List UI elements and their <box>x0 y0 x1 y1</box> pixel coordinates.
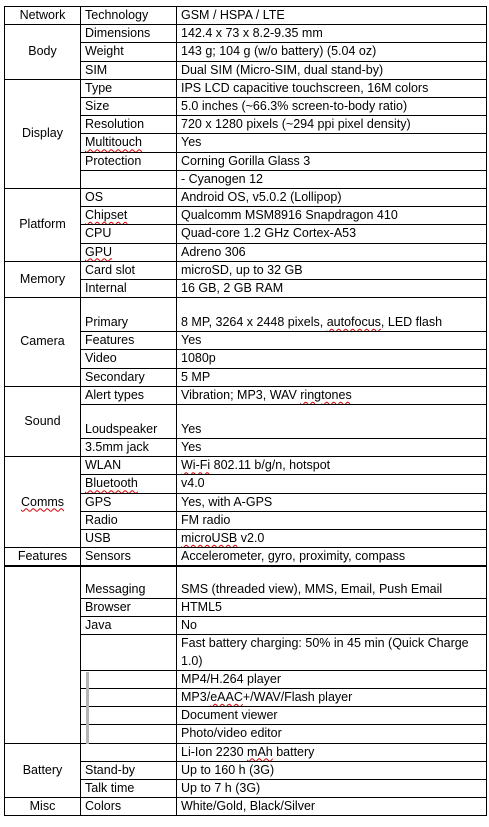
spec-label <box>81 670 177 688</box>
spec-value: 5.0 inches (~66.3% screen-to-body ratio) <box>177 98 487 116</box>
spec-label <box>81 170 177 188</box>
spec-value: Vibration; MP3, WAV ringtones <box>177 386 487 404</box>
category-network: Network <box>5 7 81 25</box>
spec-label: USB <box>81 530 177 548</box>
spec-value: Yes <box>177 134 487 152</box>
category-battery: Battery <box>5 743 81 798</box>
spec-label: Chipset <box>81 207 177 225</box>
spec-label: GPS <box>81 493 177 511</box>
spec-label: Alert types <box>81 386 177 404</box>
spec-value: No <box>177 617 487 635</box>
spec-label: Colors <box>81 798 177 816</box>
spec-value: microUSB v2.0 <box>177 530 487 548</box>
spec-label <box>81 743 177 761</box>
table-row <box>5 261 487 279</box>
spec-label: Multitouch <box>81 134 177 152</box>
spec-value: Yes, with A-GPS <box>177 493 487 511</box>
shaded-gap-bar <box>86 672 89 744</box>
spec-label: GPU <box>81 243 177 261</box>
spec-label: Features <box>81 332 177 350</box>
spec-value: 720 x 1280 pixels (~294 ppi pixel density) <box>177 116 487 134</box>
table-row <box>5 7 487 25</box>
spec-table-misc <box>4 566 487 816</box>
spec-value: Android OS, v5.0.2 (Lollipop) <box>177 189 487 207</box>
spec-label: Browser <box>81 599 177 617</box>
spec-table-main <box>4 6 487 566</box>
spec-value: Accelerometer, gyro, proximity, compass <box>177 548 487 566</box>
spec-value: Up to 160 h (3G) <box>177 761 487 779</box>
spec-value: Quad-core 1.2 GHz Cortex-A53 <box>177 225 487 243</box>
spec-value: 1080p <box>177 350 487 368</box>
spec-value: Up to 7 h (3G) <box>177 780 487 798</box>
spec-label: Radio <box>81 511 177 529</box>
spec-label: OS <box>81 189 177 207</box>
spec-value: Yes <box>177 332 487 350</box>
spec-value: 8 MP, 3264 x 2448 pixels, autofocus, LED flash <box>177 298 487 332</box>
spec-value: Photo/video editor <box>177 725 487 743</box>
spec-label: Internal <box>81 280 177 298</box>
spec-value: - Cyanogen 12 <box>177 170 487 188</box>
spec-value: Document viewer <box>177 707 487 725</box>
spec-value: 143 g; 104 g (w/o battery) (5.04 oz) <box>177 43 487 61</box>
table-row <box>5 567 487 599</box>
spec-label: Size <box>81 98 177 116</box>
spec-label: Protection <box>81 152 177 170</box>
category-sound: Sound <box>5 386 81 456</box>
table-row <box>5 79 487 97</box>
spec-value: Dual SIM (Micro-SIM, dual stand-by) <box>177 61 487 79</box>
spec-label: Talk time <box>81 780 177 798</box>
table-row <box>5 25 487 43</box>
spec-label: Weight <box>81 43 177 61</box>
spec-label <box>81 725 177 743</box>
spec-value: SMS (threaded view), MMS, Email, Push Email <box>177 567 487 599</box>
spec-value: GSM / HSPA / LTE <box>177 7 487 25</box>
spec-value: White/Gold, Black/Silver <box>177 798 487 816</box>
spec-value: IPS LCD capacitive touchscreen, 16M colors <box>177 79 487 97</box>
spec-label: Technology <box>81 7 177 25</box>
spec-label: Loudspeaker <box>81 405 177 439</box>
spec-label: Messaging <box>81 567 177 599</box>
category-comms: Comms <box>5 457 81 548</box>
spec-value: Corning Gorilla Glass 3 <box>177 152 487 170</box>
spec-value: Yes <box>177 439 487 457</box>
spec-value: Fast battery charging: 50% in 45 min (Quick Charge 1.0) <box>177 635 487 670</box>
table-row <box>5 743 487 761</box>
spec-value: microSD, up to 32 GB <box>177 261 487 279</box>
spec-label: Sensors <box>81 548 177 566</box>
spec-label: CPU <box>81 225 177 243</box>
spec-value: Li-Ion 2230 mAh battery <box>177 743 487 761</box>
category-blank <box>5 567 81 744</box>
spec-label: Primary <box>81 298 177 332</box>
spec-value: 5 MP <box>177 368 487 386</box>
spec-label: Card slot <box>81 261 177 279</box>
table-row <box>5 189 487 207</box>
spec-value: Yes <box>177 405 487 439</box>
spec-value: MP4/H.264 player <box>177 670 487 688</box>
table-row <box>5 798 487 816</box>
table-row <box>5 298 487 332</box>
spec-label: WLAN <box>81 457 177 475</box>
spec-label: Java <box>81 617 177 635</box>
spec-label: SIM <box>81 61 177 79</box>
spec-value: Adreno 306 <box>177 243 487 261</box>
table-row <box>5 548 487 566</box>
spec-value: 16 GB, 2 GB RAM <box>177 280 487 298</box>
spec-label <box>81 707 177 725</box>
category-features: Features <box>5 548 81 566</box>
spec-label <box>81 689 177 707</box>
spec-value: MP3/eAAC+/WAV/Flash player <box>177 689 487 707</box>
spec-value: FM radio <box>177 511 487 529</box>
table-row <box>5 386 487 404</box>
category-misc: Misc <box>5 798 81 816</box>
spec-label: 3.5mm jack <box>81 439 177 457</box>
spec-label: Type <box>81 79 177 97</box>
category-body: Body <box>5 25 81 80</box>
spec-value: 142.4 x 73 x 8.2-9.35 mm <box>177 25 487 43</box>
spec-value: Qualcomm MSM8916 Snapdragon 410 <box>177 207 487 225</box>
category-camera: Camera <box>5 298 81 387</box>
category-platform: Platform <box>5 189 81 262</box>
spec-label: Secondary <box>81 368 177 386</box>
category-memory: Memory <box>5 261 81 297</box>
spec-value: HTML5 <box>177 599 487 617</box>
spec-label: Resolution <box>81 116 177 134</box>
spec-label: Dimensions <box>81 25 177 43</box>
spec-label: Stand-by <box>81 761 177 779</box>
category-display: Display <box>5 79 81 188</box>
spec-value: Wi-Fi 802.11 b/g/n, hotspot <box>177 457 487 475</box>
spec-label <box>81 635 177 670</box>
table-row <box>5 457 487 475</box>
spec-label: Bluetooth <box>81 475 177 493</box>
spec-label: Video <box>81 350 177 368</box>
spec-value: v4.0 <box>177 475 487 493</box>
